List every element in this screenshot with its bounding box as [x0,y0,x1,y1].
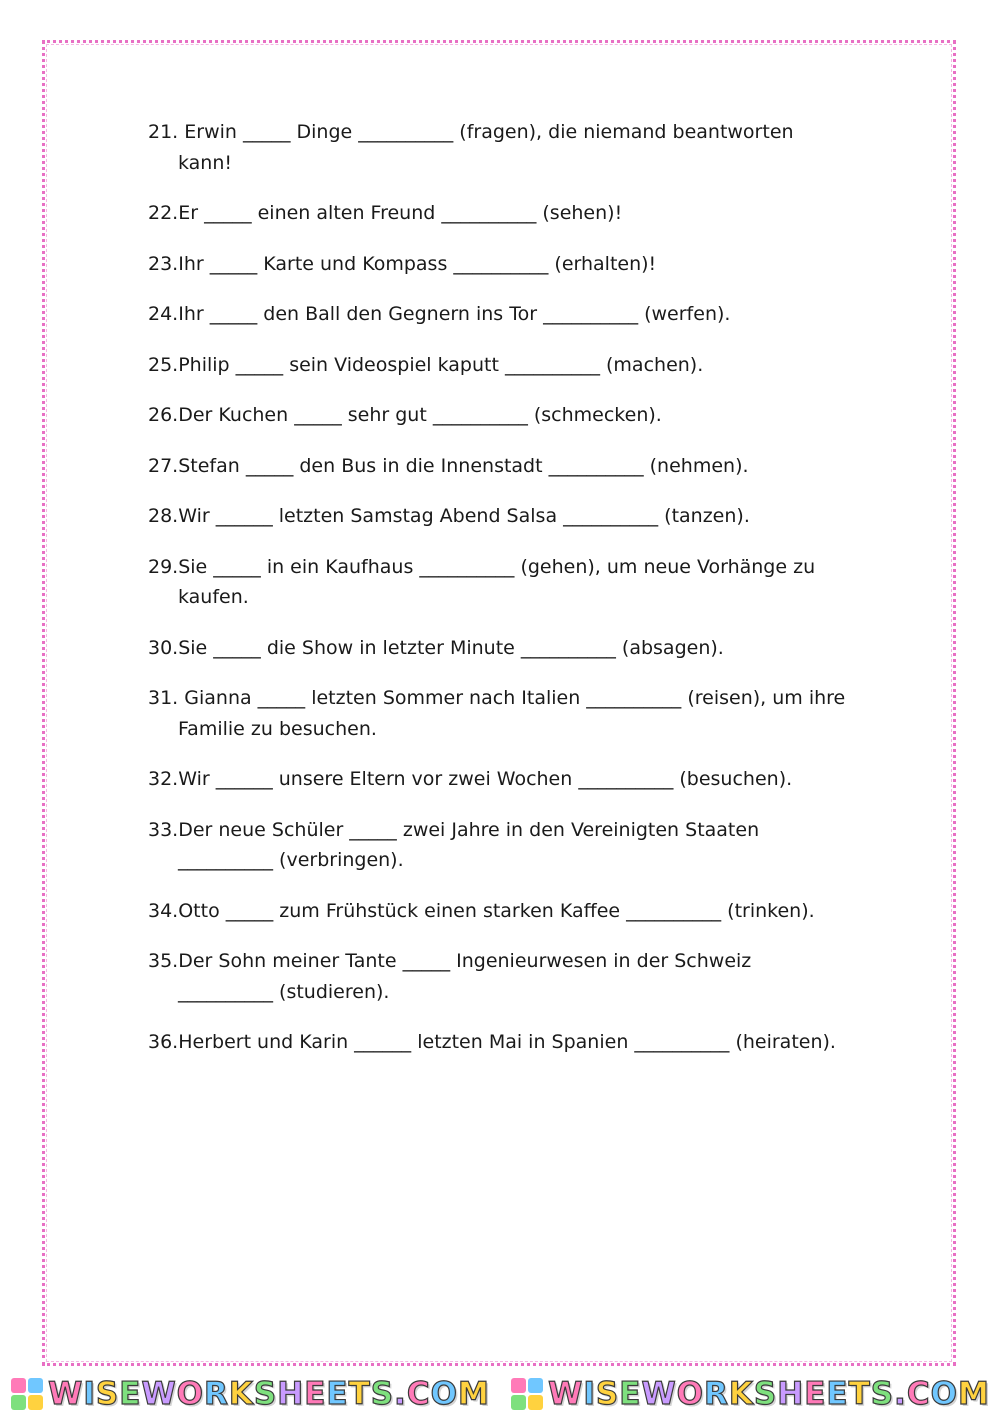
footer-branding [0,1374,1000,1413]
wise-worksheets-logo-icon [510,1377,544,1411]
wise-worksheets-logo-icon [10,1377,44,1411]
exercise-28: 28.Wir ______ letzten Samstag Abend Salsa __________ (tanzen). [148,505,750,527]
exercise-29: 29.Sie _____ in ein Kaufhaus __________ (gehen), um neue Vorhänge zu kaufen. [148,555,816,608]
exercise-25: 25.Philip _____ sein Videospiel kaputt __________ (machen). [148,353,704,376]
brand-text: WISEWORKSHEETS.COM [48,1375,490,1412]
exercise-35: 35.Der Sohn meiner Tante _____ Ingenieurwesen in der Schweiz __________ (studieren). [148,950,752,1003]
exercise-24: 24.Ihr _____ den Ball den Gegnern ins Tor __________ (werfen). [148,303,731,325]
exercise-21: 21. Erwin _____ Dinge __________ (fragen), die niemand beantworten kann! [148,121,794,174]
brand-text: WISEWORKSHEETS.COM [548,1375,990,1412]
exercise-27: 27.Stefan _____ den Bus in die Innenstadt __________ (nehmen). [148,454,749,477]
exercise-34: 34.Otto _____ zum Frühstück einen starken Kaffee __________ (trinken). [148,899,815,922]
exercise-33: 33.Der neue Schüler _____ zwei Jahre in den Vereinigten Staaten __________ (verbringen). [148,818,760,871]
brand-logo-left [10,1376,490,1412]
exercise-31: 31. Gianna _____ letzten Sommer nach Italien __________ (reisen), um ihre Familie zu besuchen. [148,687,846,740]
exercise-22: 22.Er _____ einen alten Freund __________ (sehen)! [148,202,623,224]
exercise-26: 26.Der Kuchen _____ sehr gut __________ (schmecken). [148,404,662,426]
exercise-36: 36.Herbert und Karin ______ letzten Mai in Spanien __________ (heiraten). [148,1031,836,1053]
brand-logo-right [510,1376,990,1412]
exercise-23: 23.Ihr _____ Karte und Kompass __________ (erhalten)! [148,252,657,275]
exercise-list [148,117,848,1078]
exercise-30: 30.Sie _____ die Show in letzter Minute __________ (absagen). [148,636,724,659]
exercise-32: 32.Wir ______ unsere Eltern vor zwei Wochen __________ (besuchen). [148,768,793,790]
